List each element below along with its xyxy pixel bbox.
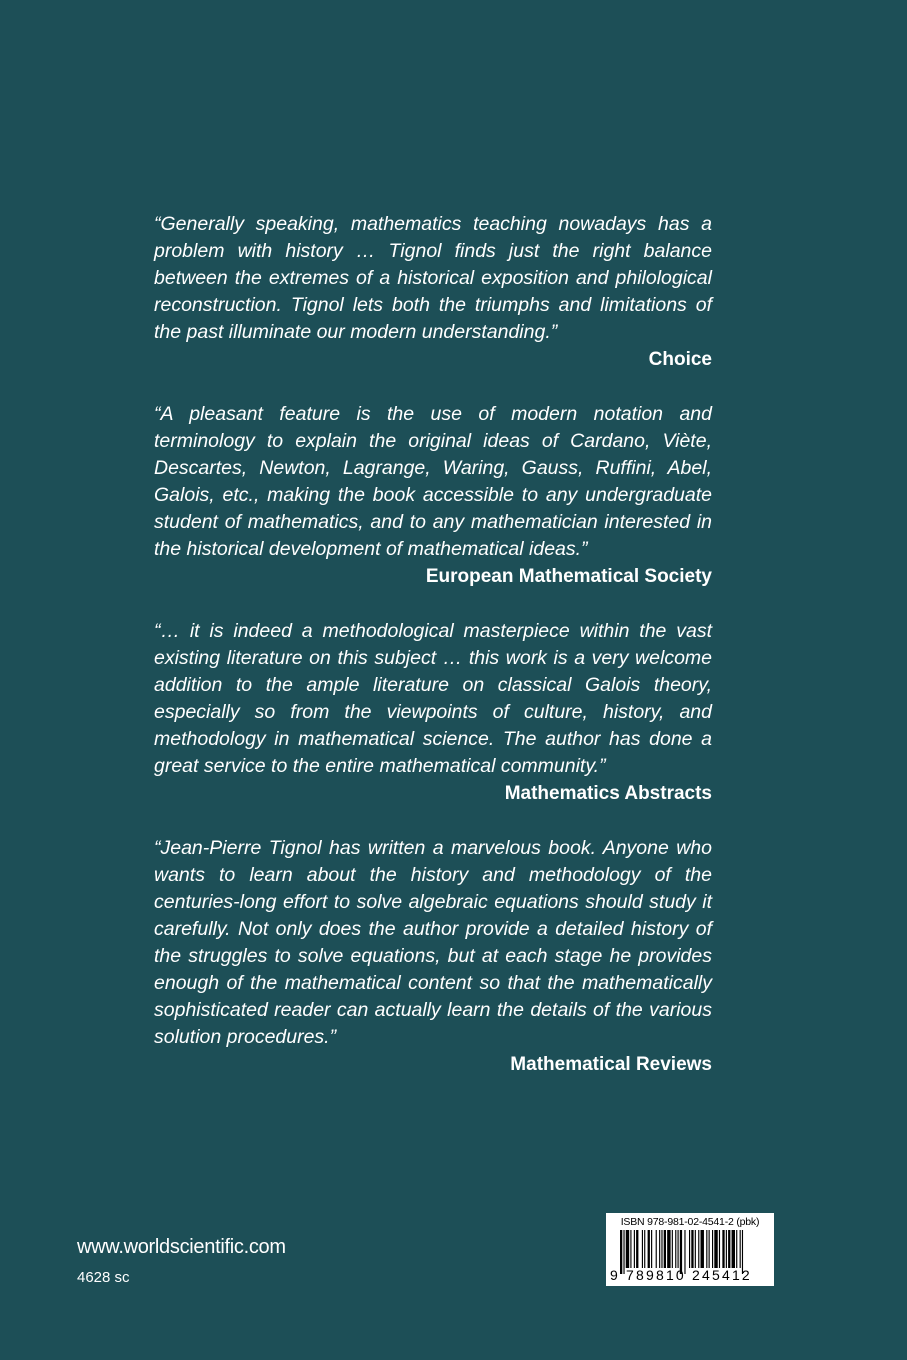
barcode-bar — [626, 1230, 629, 1268]
barcode-bar — [648, 1230, 650, 1268]
review-source: Mathematics Abstracts — [504, 783, 712, 804]
barcode-digits: 789810 245412 — [626, 1267, 752, 1283]
barcode-bar — [719, 1230, 720, 1268]
barcode-bar — [706, 1230, 707, 1268]
review-source: Mathematical Reviews — [510, 1054, 712, 1075]
review-european-mathematical-society — [154, 401, 712, 590]
review-quote: “… it is indeed a methodological masterpiece within the vast existing literature on this subject … this work is a very welcome addition to the ample literature on classical Galois theory, especially so from the viewpoints of culture, history, and methodology in mathematical science. The author has done a great service to the entire mathematical community.” — [154, 620, 712, 777]
review-source: Choice — [648, 349, 712, 370]
barcode-bar — [675, 1230, 676, 1268]
isbn-label: ISBN 978-981-02-4541-2 (pbk) — [620, 1216, 760, 1228]
barcode-bar — [740, 1230, 741, 1268]
barcode-bar — [678, 1230, 679, 1268]
barcode-bar — [701, 1230, 704, 1268]
barcode-bar — [667, 1230, 670, 1268]
review-choice — [154, 211, 712, 373]
review-quote: “Generally speaking, mathematics teaching nowadays has a problem with history … Tignol finds just the right balance between the extremes of a historical exposition and philological reconstruction. Tignol lets both the triumphs and limitations of the past illuminate our modern understanding.” — [154, 213, 712, 343]
barcode-bar — [620, 1230, 622, 1274]
publisher-website: www.worldscientific.com — [77, 1236, 286, 1258]
barcode-bar — [726, 1230, 727, 1268]
barcode-bar — [644, 1230, 645, 1268]
barcode-bar — [636, 1230, 638, 1268]
barcode-bar — [634, 1230, 635, 1268]
product-code: 4628 sc — [77, 1269, 130, 1286]
review-quote: “A pleasant feature is the use of modern notation and terminology to explain the original ideas of Cardano, Viète, Descartes, Newton, Lagrange, Waring, Gauss, Ruffini, Abel, Galois, etc., making the book accessible to any undergraduate student of mathematics, and to any mathematician interested in the historical development of mathematical ideas.” — [154, 403, 712, 560]
barcode-bar — [661, 1230, 662, 1268]
barcode-bar — [664, 1230, 666, 1268]
review-quote: “Jean-Pierre Tignol has written a marvelous book. Anyone who wants to learn about the history and methodology of the centuries-long effort to solve algebraic equations should study it carefully. Not only does the author provide a detailed history of the struggles to solve equations, but at each stage he provides enough of the mathematical content so that the mathematically sophisticated reader can actually learn the details of the various solution procedures.” — [154, 837, 712, 1048]
barcode-bar — [642, 1230, 643, 1268]
barcode-lead-digit: 9 — [610, 1267, 618, 1283]
barcode-bar — [714, 1230, 717, 1268]
barcode-bar — [732, 1230, 735, 1268]
barcode-bar — [623, 1230, 624, 1274]
review-source: European Mathematical Society — [425, 566, 712, 587]
barcode-bar — [695, 1230, 696, 1268]
barcode-bar — [712, 1230, 713, 1268]
barcode-bar — [691, 1230, 693, 1268]
isbn-barcode — [606, 1213, 774, 1286]
barcode-bar — [672, 1230, 673, 1268]
barcode-bar — [651, 1230, 652, 1268]
barcode-bar — [656, 1230, 657, 1268]
review-mathematics-abstracts — [154, 618, 712, 807]
barcode-bar — [736, 1230, 737, 1268]
barcode-bar — [728, 1230, 730, 1268]
barcode-bar — [722, 1230, 724, 1268]
barcode-bar — [630, 1230, 631, 1268]
reviews-section — [154, 211, 712, 1078]
barcode-bar — [689, 1230, 690, 1268]
barcode-bar — [709, 1230, 710, 1268]
barcode-bar — [698, 1230, 699, 1268]
barcode-bar — [659, 1230, 660, 1268]
review-mathematical-reviews — [154, 835, 712, 1078]
